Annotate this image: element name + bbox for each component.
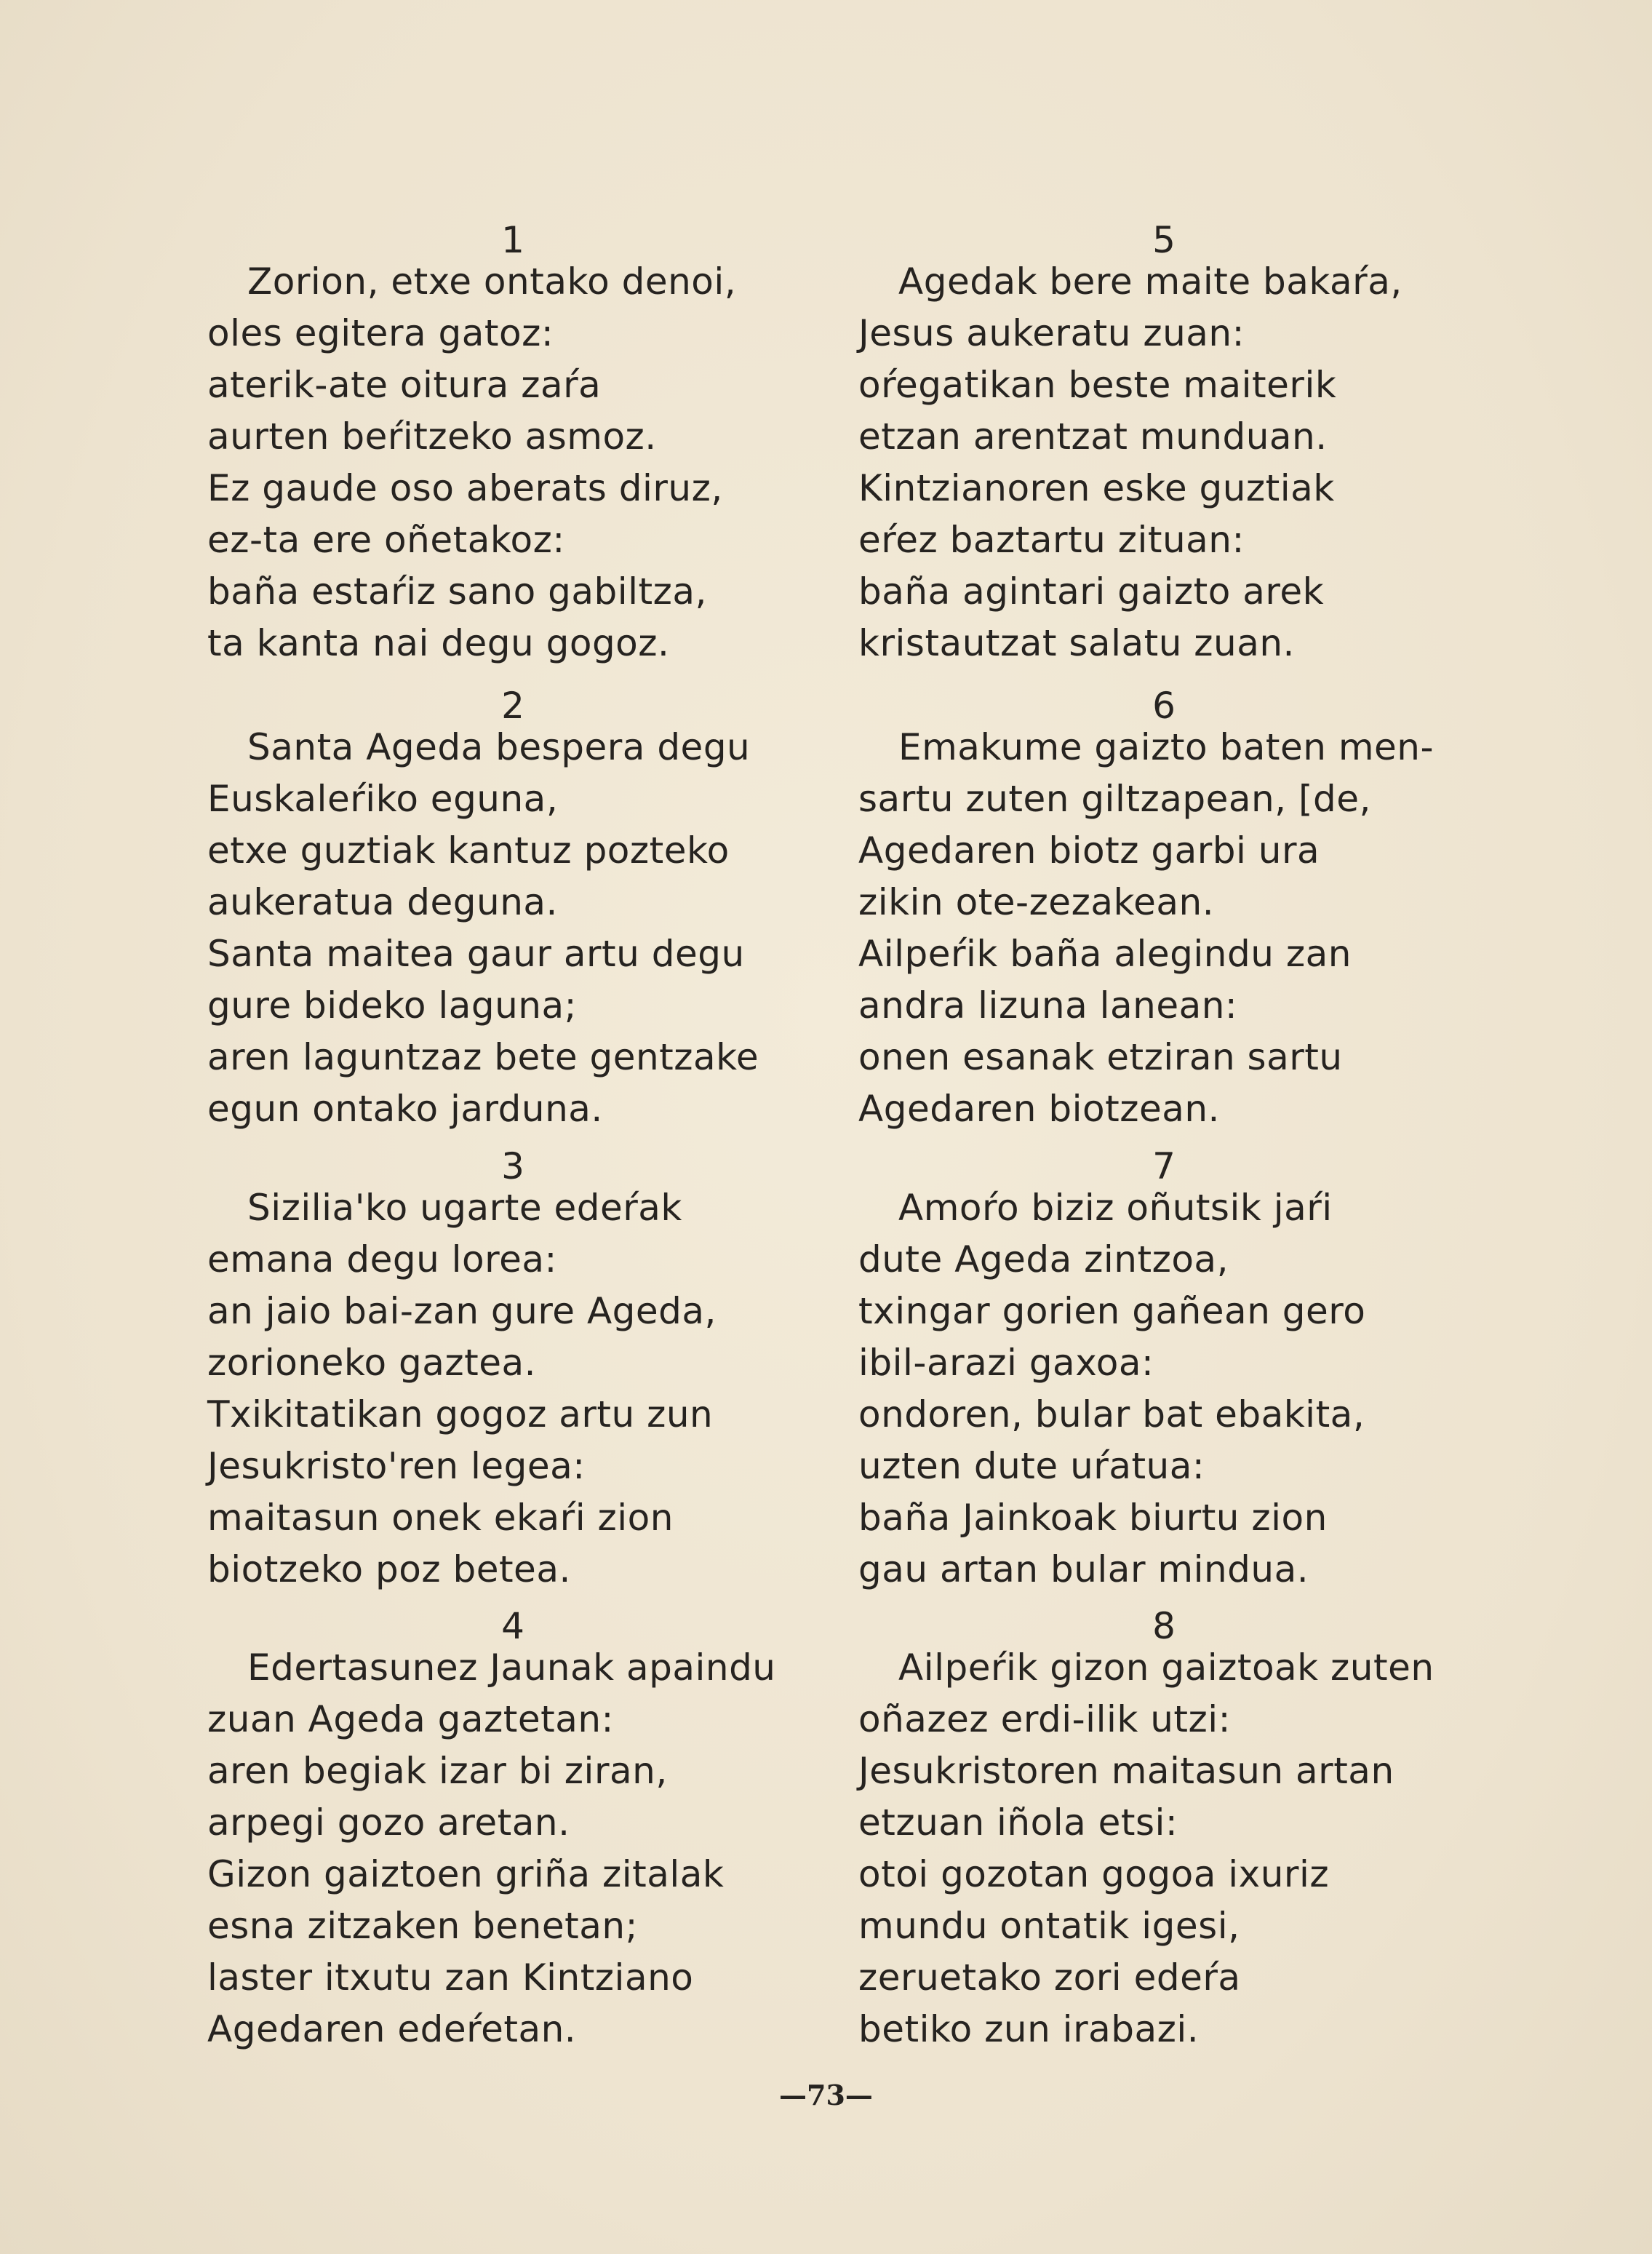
verse-line: dute Ageda zintzoa,	[858, 1238, 1229, 1281]
stanza-number: 2	[501, 685, 524, 727]
verse-line: maitasun onek ekaŕi zion	[207, 1497, 674, 1539]
verse-line: Agedak bere maite bakaŕa,	[898, 260, 1402, 303]
verse-line: oŕegatikan beste maiterik	[858, 364, 1337, 406]
verse-line: emana degu lorea:	[207, 1238, 557, 1281]
verse-line: andra lizuna lanean:	[858, 984, 1238, 1027]
verse-line: gure bideko laguna;	[207, 984, 577, 1027]
verse-line: zeruetako zori edeŕa	[858, 1956, 1241, 1999]
verse-line: Txikitatikan gogoz artu zun	[207, 1393, 714, 1435]
verse-line: Kintzianoren eske guztiak	[858, 467, 1335, 509]
stanza-number: 4	[501, 1605, 524, 1647]
verse-line: Agedaren edeŕetan.	[207, 2008, 577, 2050]
verse-line: aterik-ate oitura zaŕa	[207, 364, 602, 406]
verse-line: egun ontako jarduna.	[207, 1088, 603, 1130]
verse-line: kristautzat salatu zuan.	[858, 622, 1295, 664]
verse-line: uzten dute uŕatua:	[858, 1445, 1205, 1487]
verse-line: mundu ontatik igesi,	[858, 1905, 1240, 1947]
verse-line: Agedaren biotz garbi ura	[858, 829, 1320, 872]
verse-line: Agedaren biotzean.	[858, 1088, 1220, 1130]
verse-line: gau artan bular mindua.	[858, 1548, 1309, 1590]
verse-line: ondoren, bular bat ebakita,	[858, 1393, 1365, 1435]
verse-line: Sizilia'ko ugarte edeŕak	[247, 1187, 682, 1229]
verse-line: ibil-arazi gaxoa:	[858, 1342, 1154, 1384]
verse-line: aren laguntzaz bete gentzake	[207, 1036, 759, 1078]
verse-line: Santa maitea gaur artu degu	[207, 933, 745, 975]
verse-line: baña Jainkoak biurtu zion	[858, 1497, 1328, 1539]
verse-line: txingar gorien gañean gero	[858, 1290, 1366, 1332]
verse-line: Amoŕo biziz oñutsik jaŕi	[898, 1187, 1333, 1229]
verse-line: ta kanta nai degu gogoz.	[207, 622, 670, 664]
verse-line: betiko zun irabazi.	[858, 2008, 1200, 2050]
verse-line: Emakume gaizto baten men-	[898, 726, 1434, 768]
verse-line: Jesukristo'ren legea:	[207, 1445, 586, 1487]
verse-line: Euskaleŕiko eguna,	[207, 778, 559, 820]
verse-line: an jaio bai-zan gure Ageda,	[207, 1290, 717, 1332]
verse-line: sartu zuten giltzapean, [de,	[858, 778, 1371, 820]
verse-line: baña estaŕiz sano gabiltza,	[207, 570, 707, 613]
verse-line: Ailpeŕik gizon gaiztoak zuten	[898, 1646, 1434, 1689]
verse-line: Jesus aukeratu zuan:	[858, 312, 1245, 354]
verse-line: aren begiak izar bi ziran,	[207, 1750, 668, 1792]
verse-line: Edertasunez Jaunak apaindu	[247, 1646, 776, 1689]
stanza-number: 8	[1152, 1605, 1176, 1647]
verse-line: Ez gaude oso aberats diruz,	[207, 467, 723, 509]
verse-line: esna zitzaken benetan;	[207, 1905, 638, 1947]
verse-line: aurten beŕitzeko asmoz.	[207, 415, 657, 458]
verse-line: Jesukristoren maitasun artan	[858, 1750, 1394, 1792]
stanza-number: 5	[1152, 219, 1176, 261]
verse-line: Gizon gaiztoen griña zitalak	[207, 1853, 725, 1895]
verse-line: arpegi gozo aretan.	[207, 1801, 570, 1844]
verse-line: laster itxutu zan Kintziano	[207, 1956, 694, 1999]
verse-line: Ailpeŕik baña alegindu zan	[858, 933, 1352, 975]
stanza-number: 6	[1152, 685, 1176, 727]
verse-line: Zorion, etxe ontako denoi,	[247, 260, 737, 303]
verse-line: ez-ta ere oñetakoz:	[207, 519, 565, 561]
stanza-number: 1	[501, 219, 524, 261]
verse-line: eŕez baztartu zituan:	[858, 519, 1245, 561]
verse-line: Santa Ageda bespera degu	[247, 726, 751, 768]
verse-line: etzan arentzat munduan.	[858, 415, 1328, 458]
stanza-number: 3	[501, 1145, 524, 1187]
verse-line: onen esanak etziran sartu	[858, 1036, 1343, 1078]
verse-line: otoi gozotan gogoa ixuriz	[858, 1853, 1330, 1895]
verse-line: oñazez erdi-ilik utzi:	[858, 1698, 1231, 1740]
verse-line: baña agintari gaizto arek	[858, 570, 1325, 613]
verse-line: oles egitera gatoz:	[207, 312, 554, 354]
verse-line: biotzeko poz betea.	[207, 1548, 571, 1590]
page-number: —73—	[779, 2079, 873, 2111]
verse-line: etxe guztiak kantuz pozteko	[207, 829, 730, 872]
verse-line: zorioneko gaztea.	[207, 1342, 537, 1384]
verse-line: zuan Ageda gaztetan:	[207, 1698, 614, 1740]
verse-line: zikin ote-zezakean.	[858, 881, 1215, 923]
verse-line: aukeratua deguna.	[207, 881, 558, 923]
verse-line: etzuan iñola etsi:	[858, 1801, 1178, 1844]
stanza-number: 7	[1152, 1145, 1176, 1187]
